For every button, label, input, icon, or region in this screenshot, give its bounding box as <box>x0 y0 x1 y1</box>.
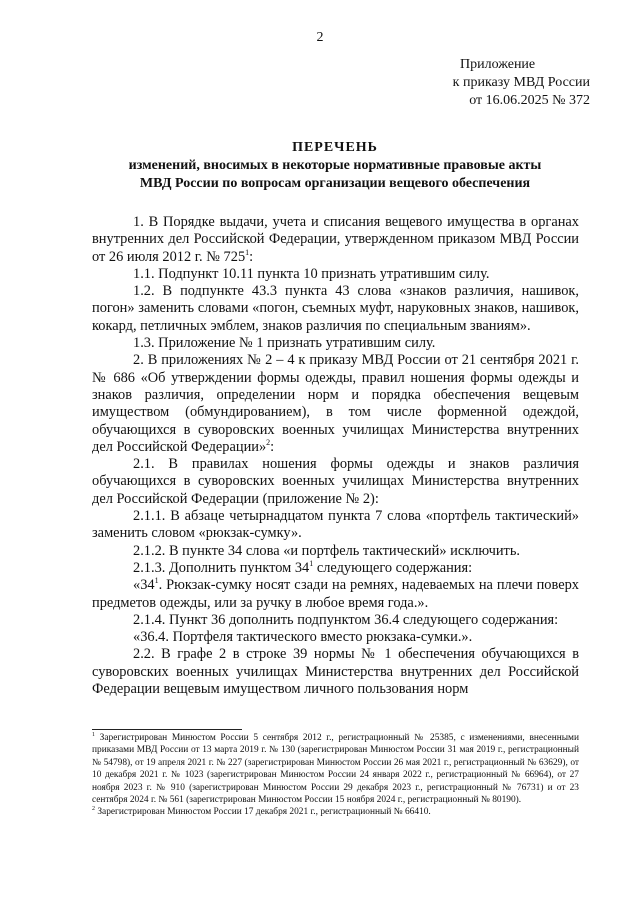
footnote-mark: 1 <box>92 731 95 738</box>
paragraph: 2.1. В правилах ношения формы одежды и знаков различия обучающихся в суворовских военных училищах Министерства внутренних дел Российской Федерации (приложение № 2): <box>92 456 579 507</box>
paragraph: 1.3. Приложение № 1 признать утратившим силу. <box>133 335 436 352</box>
paragraph: 1.2. В подпункте 43.3 пункта 43 слова «знаков различия, нашивок, погон» заменить словами «погон, съемных муфт, наруковных знаков, нашивок, кокард, петличных эмблем, знаков различия по специальным званиям». <box>92 283 579 334</box>
title-line-2: МВД России по вопросам организации вещевого обеспечения <box>139 176 531 191</box>
footnote-divider <box>92 729 242 730</box>
page-number: 2 <box>316 30 324 45</box>
appendix-line-3: от 16.06.2025 № 372 <box>469 93 590 108</box>
paragraph: 2. В приложениях № 2 – 4 к приказу МВД России от 21 сентября 2021 г. № 686 «Об утверждении формы одежды, правил ношения формы одежды и знаков различия, определении норм и порядка обеспечения вещевым имуществом (обмундированием), в том числе форменной одеждой, обучающихся в суворовских военных училищах Министерства внутренних дел Российской Федерации»$^2$: <box>92 352 579 455</box>
appendix-header <box>400 56 590 110</box>
document-title <box>70 139 600 193</box>
footnote: $^1$ Зарегистрирован Минюстом России 5 сентября 2012 г., регистрационный № 25385, с изменениями, внесенными приказами МВД России от 13 марта 2019 г. № 130 (зарегистрирован Минюстом России 31 мая 2019 г., регистрационный № 54798), от 19 апреля 2021 г. № 227 (зарегистрирован Минюстом России 26 мая 2021 г., регистрационный № 63629), от 10 декабря 2021 г. № 1023 (зарегистрирован Минюстом России 24 января 2022 г., регистрационный № 66964), от 27 ноября 2023 г. № 910 (зарегистрирован Минюстом России 29 декабря 2023 г., регистрационный № 76731) и от 23 сентября 2024 г. № 561 (зарегистрирован Минюстом России 15 ноября 2024 г., регистрационный № 80190). <box>92 731 579 806</box>
title-line-1: изменений, вносимых в некоторые нормативные правовые акты <box>128 158 542 173</box>
paragraph: «$34^1$. Рюкзак-сумку носят сзади на ремнях, надеваемых на плечи поверх предметов одежды, или за ручку в любое время года.». <box>92 576 579 611</box>
paragraph: 2.2. В графе 2 в строке 39 нормы № 1 обеспечения обучающихся в суворовских военных училищах Министерства внутренних дел Российской Федерации вещевым имуществом личного пользования норм <box>92 646 579 698</box>
paragraph: 2.1.2. В пункте 34 слова «и портфель тактический» исключить. <box>133 542 520 559</box>
paragraph: 2.1.4. Пункт 36 дополнить подпунктом 36.4 следующего содержания: <box>133 611 559 628</box>
paragraph: 2.1.3. Дополнить пунктом $34^1$ следующего содержания: <box>133 559 473 576</box>
footnote-mark: 2 <box>92 806 95 813</box>
paragraph: 1.1. Подпункт 10.11 пункта 10 признать утратившим силу. <box>133 265 490 282</box>
footnote-ref: 2 <box>266 438 271 448</box>
superscript: 1 <box>309 559 314 569</box>
paragraph: 1. В Порядке выдачи, учета и списания вещевого имущества в органах внутренних дел Российской Федерации, утвержденном приказом МВД России от 26 июля 2012 г. № $725^1$: <box>92 214 579 265</box>
footnote: $^2$ Зарегистрирован Минюстом России 17 декабря 2021 г., регистрационный № 66410. <box>92 806 431 818</box>
footnote-ref: 1 <box>245 247 250 257</box>
appendix-line-1: Приложение <box>460 57 536 72</box>
paragraph: 2.1.1. В абзаце четырнадцатом пункта 7 слова «портфель тактический» заменить словом «рюкзак-сумку». <box>92 508 579 542</box>
title-heading: ПЕРЕЧЕНЬ <box>292 140 378 155</box>
footnotes <box>92 732 579 819</box>
appendix-line-2: к приказу МВД России <box>452 75 590 90</box>
superscript: 1 <box>154 576 159 586</box>
document-body <box>92 214 579 698</box>
paragraph: «36.4. Портфеля тактического вместо рюкзака-сумки.». <box>133 629 473 646</box>
